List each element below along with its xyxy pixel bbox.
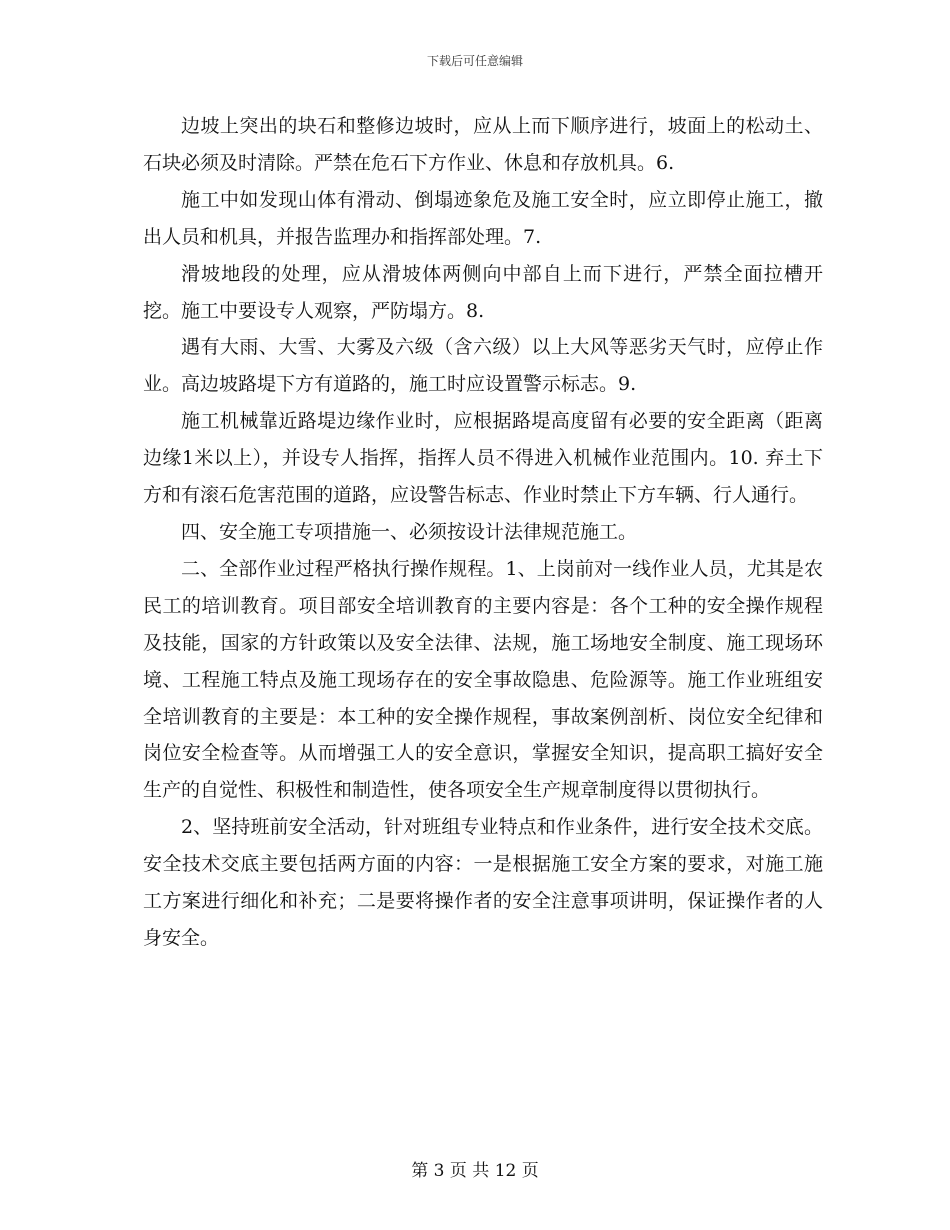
paragraph: 施工中如发现山体有滑动、倒塌迹象危及施工安全时，应立即停止施工，撤出人员和机具，并报告监理办和指挥部处理。7. (143, 188, 823, 248)
page-header: 下载后可任意编辑 (426, 54, 523, 68)
paragraph: 四、安全施工专项措施一、必须按设计法律规范施工。 (181, 520, 638, 543)
paragraph: 边坡上突出的块石和整修边坡时，应从上而下顺序进行，坡面上的松动土、石块必须及时清除。严禁在危石下方作业、休息和存放机具。6. (143, 115, 823, 174)
paragraph: 滑坡地段的处理，应从滑坡体两侧向中部自上而下进行，严禁全面拉槽开挖。施工中要设专人观察，严防塌方。8. (143, 262, 823, 322)
document-body (143, 108, 823, 957)
paragraph: 施工机械靠近路堤边缘作业时，应根据路堤高度留有必要的安全距离（距离边缘1米以上），并设专人指挥，指挥人员不得进入机械作业范围内。10. 弃土下方和有滚石危害范围的道路，应设警告标志、作业时禁止下方车辆、行人通行。 (143, 410, 823, 507)
paragraph: 2、坚持班前安全活动，针对班组专业特点和作业条件，进行安全技术交底。安全技术交底主要包括两方面的内容：一是根据施工安全方案的要求，对施工施工方案进行细化和补充；二是要将操作者的安全注意事项讲明，保证操作者的人身安全。 (143, 816, 823, 949)
page-footer: 第 3 页 共 12 页 (411, 1161, 539, 1181)
paragraph: 遇有大雨、大雪、大雾及六级（含六级）以上大风等恶劣天气时，应停止作业。高边坡路堤下方有道路的，施工时应设置警示标志。9. (143, 336, 823, 396)
paragraph: 二、全部作业过程严格执行操作规程。1、上岗前对一线作业人员，尤其是农民工的培训教育。项目部安全培训教育的主要内容是：各个工种的安全操作规程及技能，国家的方针政策以及安全法律、法规，施工场地安全制度、施工现场环境、工程施工特点及施工现场存在的安全事故隐患、危险源等。施工作业班组安全培训教育的主要是：本工种的安全操作规程，事故案例剖析、岗位安全纪律和岗位安全检查等。从而增强工人的安全意识，掌握安全知识，提高职工搞好安全生产的自觉性、积极性和制造性，使各项安全生产规章制度得以贯彻执行。 (143, 557, 823, 802)
